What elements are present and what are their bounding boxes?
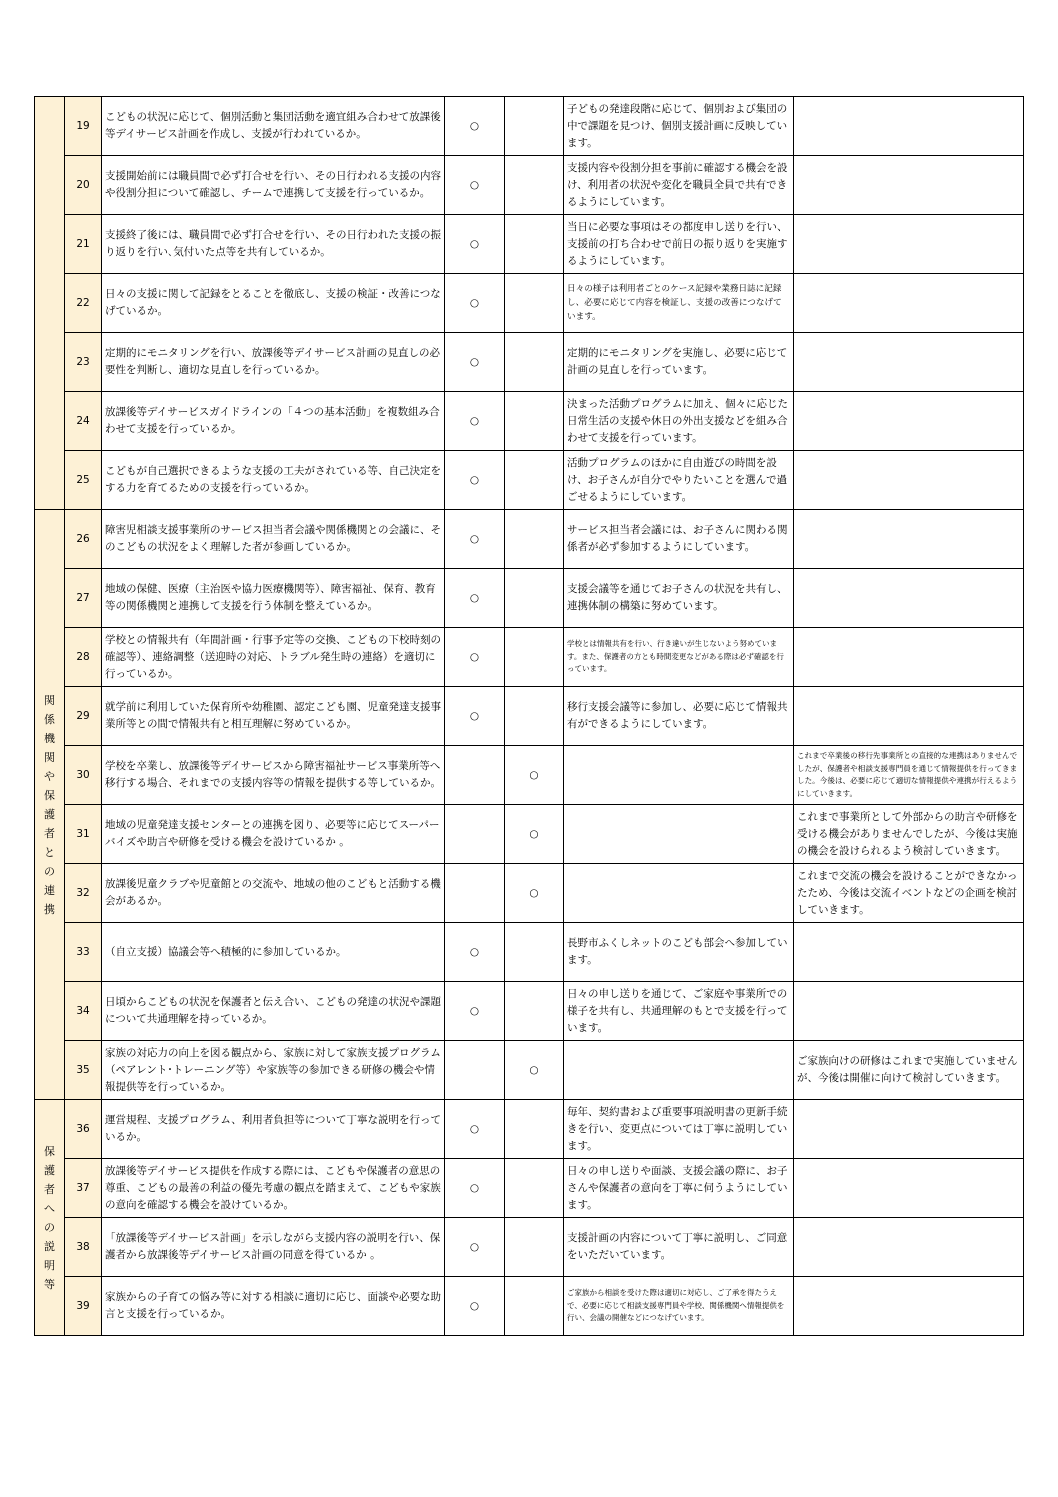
item-question: 支援開始前には職員間で必ず打合せを行い、その日行われる支援の内容や役割分担について確認し、チームで連携して支援を行っているか。 <box>102 156 445 215</box>
table-row <box>35 97 1024 156</box>
yes-mark: ○ <box>445 1159 505 1218</box>
table-row <box>35 687 1024 746</box>
item-number: 24 <box>65 392 102 451</box>
yes-mark: ○ <box>445 333 505 392</box>
no-mark <box>505 1159 564 1218</box>
item-question: 日頃からこどもの状況を保護者と伝え合い、こどもの発達の状況や課題について共通理解を持っているか。 <box>102 982 445 1041</box>
table-row <box>35 215 1024 274</box>
yes-mark: ○ <box>445 982 505 1041</box>
item-number: 39 <box>65 1277 102 1336</box>
item-question: 運営規程、支援プログラム、利用者負担等について丁寧な説明を行っているか。 <box>102 1100 445 1159</box>
yes-mark: ○ <box>445 923 505 982</box>
no-mark <box>505 687 564 746</box>
item-number: 31 <box>65 805 102 864</box>
yes-mark <box>445 864 505 923</box>
category-char: や <box>44 769 55 783</box>
category-char: と <box>44 845 55 859</box>
item-question: 放課後等デイサービス提供を作成する際には、こどもや保護者の意思の尊重、こどもの最善の利益の優先考慮の観点を踏まえて、こどもや家族の意向を確認する機会を設けているか。 <box>102 1159 445 1218</box>
item-number: 19 <box>65 97 102 156</box>
yes-mark: ○ <box>445 628 505 687</box>
table-row <box>35 1041 1024 1100</box>
category-char: 者 <box>44 826 55 840</box>
item-improvement-note <box>794 392 1024 451</box>
item-memo: 支援計画の内容について丁寧に説明し、ご同意をいただいています。 <box>564 1218 794 1277</box>
item-question: 障害児相談支援事業所のサービス担当者会議や関係機関との会議に、そのこどもの状況をよく理解した者が参画しているか。 <box>102 510 445 569</box>
yes-mark: ○ <box>445 1100 505 1159</box>
item-memo: 毎年、契約書および重要事項説明書の更新手続きを行い、変更点については丁寧に説明しています。 <box>564 1100 794 1159</box>
table-row <box>35 805 1024 864</box>
table-row <box>35 1100 1024 1159</box>
item-memo: ご家族から相談を受けた際は適切に対応し、ご了承を得たうえで、必要に応じて相談支援専門員や学校、関係機関へ情報提供を行い、会議の開催などにつなげています。 <box>564 1277 794 1336</box>
evaluation-table <box>34 96 1024 1336</box>
category-char: 関 <box>44 693 55 707</box>
no-mark <box>505 215 564 274</box>
item-improvement-note <box>794 923 1024 982</box>
no-mark <box>505 1218 564 1277</box>
category-char: 保 <box>44 1144 55 1158</box>
item-question: 放課後児童クラブや児童館との交流や、地域の他のこどもと活動する機会があるか。 <box>102 864 445 923</box>
category-label <box>38 691 61 919</box>
no-mark <box>505 392 564 451</box>
item-memo: 長野市ふくしネットのこども部会へ参加しています。 <box>564 923 794 982</box>
item-memo: 支援内容や役割分担を事前に確認する機会を設け、利用者の状況や変化を職員全員で共有できるようにしています。 <box>564 156 794 215</box>
no-mark <box>505 923 564 982</box>
table-row <box>35 510 1024 569</box>
item-question: こどもの状況に応じて、個別活動と集団活動を適宜組み合わせて放課後等デイサービス計画を作成し、支援が行われているか。 <box>102 97 445 156</box>
item-improvement-note <box>794 1218 1024 1277</box>
yes-mark <box>445 805 505 864</box>
table-row <box>35 1159 1024 1218</box>
item-question: （自立支援）協議会等へ積極的に参加しているか。 <box>102 923 445 982</box>
yes-mark: ○ <box>445 156 505 215</box>
item-question: 定期的にモニタリングを行い、放課後等デイサービス計画の見直しの必要性を判断し、適切な見直しを行っているか。 <box>102 333 445 392</box>
no-mark <box>505 333 564 392</box>
category-char: 係 <box>44 712 55 726</box>
item-improvement-note <box>794 982 1024 1041</box>
item-improvement-note <box>794 569 1024 628</box>
item-number: 36 <box>65 1100 102 1159</box>
table-row <box>35 333 1024 392</box>
yes-mark: ○ <box>445 687 505 746</box>
item-number: 29 <box>65 687 102 746</box>
no-mark <box>505 156 564 215</box>
table-row <box>35 628 1024 687</box>
yes-mark: ○ <box>445 1218 505 1277</box>
item-improvement-note: これまで交流の機会を設けることができなかったため、今後は交流イベントなどの企画を検討していきます。 <box>794 864 1024 923</box>
table-row <box>35 1218 1024 1277</box>
category-label <box>38 1142 61 1294</box>
no-mark: ○ <box>505 746 564 805</box>
item-memo <box>564 864 794 923</box>
item-improvement-note <box>794 451 1024 510</box>
table-row <box>35 746 1024 805</box>
item-improvement-note: これまで卒業後の移行先事業所との直接的な連携はありませんでしたが、保護者や相談支援専門員を通じて情報提供を行ってきました。今後は、必要に応じて適切な情報提供や連携が行えるようにしていきます。 <box>794 746 1024 805</box>
item-improvement-note <box>794 215 1024 274</box>
table-row <box>35 451 1024 510</box>
yes-mark: ○ <box>445 392 505 451</box>
category-char: 保 <box>44 788 55 802</box>
category-char: 護 <box>44 807 55 821</box>
category-char: 説 <box>44 1239 55 1253</box>
table-row <box>35 392 1024 451</box>
item-memo <box>564 746 794 805</box>
item-memo: 移行支援会議等に参加し、必要に応じて情報共有ができるようにしています。 <box>564 687 794 746</box>
yes-mark <box>445 1041 505 1100</box>
item-question: 「放課後等デイサービス計画」を示しながら支援内容の説明を行い、保護者から放課後等デイサービス計画の同意を得ているか 。 <box>102 1218 445 1277</box>
item-number: 38 <box>65 1218 102 1277</box>
yes-mark: ○ <box>445 569 505 628</box>
no-mark <box>505 1100 564 1159</box>
item-memo: 決まった活動プログラムに加え、個々に応じた日常生活の支援や休日の外出支援などを組み合わせて支援を行っています。 <box>564 392 794 451</box>
no-mark: ○ <box>505 1041 564 1100</box>
category-cell <box>35 97 65 510</box>
item-number: 21 <box>65 215 102 274</box>
no-mark <box>505 97 564 156</box>
no-mark <box>505 982 564 1041</box>
item-memo: 日々の申し送りや面談、支援会議の際に、お子さんや保護者の意向を丁寧に伺うようにしています。 <box>564 1159 794 1218</box>
item-question: 地域の児童発達支援センターとの連携を図り、必要等に応じてスーパーバイズや助言や研修を受ける機会を設けているか 。 <box>102 805 445 864</box>
item-improvement-note <box>794 510 1024 569</box>
item-memo: 定期的にモニタリングを実施し、必要に応じて計画の見直しを行っています。 <box>564 333 794 392</box>
item-memo: サービス担当者会議には、お子さんに関わる関係者が必ず参加するようにしています。 <box>564 510 794 569</box>
item-number: 25 <box>65 451 102 510</box>
item-memo: 当日に必要な事項はその都度申し送りを行い、支援前の打ち合わせで前日の振り返りを実施するようにしています。 <box>564 215 794 274</box>
item-number: 23 <box>65 333 102 392</box>
no-mark: ○ <box>505 864 564 923</box>
category-char: 護 <box>44 1163 55 1177</box>
no-mark <box>505 451 564 510</box>
item-question: 放課後等デイサービスガイドラインの「４つの基本活動」を複数組み合わせて支援を行っているか。 <box>102 392 445 451</box>
yes-mark: ○ <box>445 451 505 510</box>
no-mark: ○ <box>505 805 564 864</box>
item-improvement-note <box>794 274 1024 333</box>
yes-mark <box>445 746 505 805</box>
item-question: 家族からの子育ての悩み等に対する相談に適切に応じ、面談や必要な助言と支援を行っているか。 <box>102 1277 445 1336</box>
item-memo <box>564 805 794 864</box>
table-row <box>35 923 1024 982</box>
category-char: 連 <box>44 883 55 897</box>
item-question: 家族の対応力の向上を図る観点から、家族に対して家族支援プログラム（ペアレント･トレーニング等）や家族等の参加できる研修の機会や情報提供等を行っているか。 <box>102 1041 445 1100</box>
yes-mark: ○ <box>445 274 505 333</box>
no-mark <box>505 628 564 687</box>
item-number: 30 <box>65 746 102 805</box>
category-kankei <box>35 510 65 1100</box>
category-char: 機 <box>44 731 55 745</box>
item-improvement-note <box>794 628 1024 687</box>
item-number: 27 <box>65 569 102 628</box>
item-memo: 活動プログラムのほかに自由遊びの時間を設け、お子さんが自分でやりたいことを選んで過ごせるようにしています。 <box>564 451 794 510</box>
table-row <box>35 569 1024 628</box>
item-question: 日々の支援に関して記録をとることを徹底し、支援の検証・改善につなげているか。 <box>102 274 445 333</box>
no-mark <box>505 274 564 333</box>
category-setsumei <box>35 1100 65 1336</box>
yes-mark: ○ <box>445 215 505 274</box>
category-char: 者 <box>44 1182 55 1196</box>
table-row <box>35 1277 1024 1336</box>
table-row <box>35 982 1024 1041</box>
item-question: こどもが自己選択できるような支援の工夫がされている等、自己決定をする力を育てるための支援を行っているか。 <box>102 451 445 510</box>
item-question: 就学前に利用していた保育所や幼稚園、認定こども園、児童発達支援事業所等との間で情報共有と相互理解に努めているか。 <box>102 687 445 746</box>
category-char: 等 <box>44 1277 55 1291</box>
category-char: 携 <box>44 902 55 916</box>
item-number: 32 <box>65 864 102 923</box>
item-number: 22 <box>65 274 102 333</box>
item-memo: 日々の様子は利用者ごとのケース記録や業務日誌に記録し、必要に応じて内容を検証し、支援の改善につなげています。 <box>564 274 794 333</box>
table-row <box>35 156 1024 215</box>
item-number: 34 <box>65 982 102 1041</box>
item-improvement-note <box>794 1100 1024 1159</box>
category-char: 明 <box>44 1258 55 1272</box>
table-row <box>35 274 1024 333</box>
item-improvement-note: ご家族向けの研修はこれまで実施していませんが、今後は開催に向けて検討していきます。 <box>794 1041 1024 1100</box>
item-improvement-note <box>794 687 1024 746</box>
item-memo <box>564 1041 794 1100</box>
yes-mark: ○ <box>445 1277 505 1336</box>
item-improvement-note <box>794 1277 1024 1336</box>
item-question: 支援終了後には、職員間で必ず打合せを行い、その日行われた支援の振り返りを行い､気付いた点等を共有しているか。 <box>102 215 445 274</box>
no-mark <box>505 510 564 569</box>
item-improvement-note: これまで事業所として外部からの助言や研修を受ける機会がありませんでしたが、今後は実施の機会を設けられるよう検討していきます。 <box>794 805 1024 864</box>
item-question: 地域の保健、医療（主治医や協力医療機関等）、障害福祉、保育、教育等の関係機関と連携して支援を行う体制を整えているか。 <box>102 569 445 628</box>
item-improvement-note <box>794 1159 1024 1218</box>
item-question: 学校との情報共有（年間計画・行事予定等の交換、こどもの下校時刻の確認等）、連絡調整（送迎時の対応、トラブル発生時の連絡）を適切に行っているか。 <box>102 628 445 687</box>
yes-mark: ○ <box>445 510 505 569</box>
item-number: 20 <box>65 156 102 215</box>
item-improvement-note <box>794 156 1024 215</box>
item-memo: 学校とは情報共有を行い、行き違いが生じないよう努めています。また、保護者の方とも時間変更などがある際は必ず確認を行っています。 <box>564 628 794 687</box>
no-mark <box>505 1277 564 1336</box>
item-number: 28 <box>65 628 102 687</box>
category-char: 関 <box>44 750 55 764</box>
item-memo: 子どもの発達段階に応じて、個別および集団の中で課題を見つけ、個別支援計画に反映しています。 <box>564 97 794 156</box>
category-char: の <box>44 864 55 878</box>
category-char: へ <box>44 1201 55 1215</box>
item-improvement-note <box>794 97 1024 156</box>
table-row <box>35 864 1024 923</box>
item-memo: 支援会議等を通じてお子さんの状況を共有し、連携体制の構築に努めています。 <box>564 569 794 628</box>
item-number: 26 <box>65 510 102 569</box>
item-number: 37 <box>65 1159 102 1218</box>
category-char: の <box>44 1220 55 1234</box>
no-mark <box>505 569 564 628</box>
item-memo: 日々の申し送りを通じて、ご家庭や事業所での様子を共有し、共通理解のもとで支援を行っています。 <box>564 982 794 1041</box>
item-question: 学校を卒業し、放課後等デイサービスから障害福祉サービス事業所等へ移行する場合、それまでの支援内容等の情報を提供する等しているか。 <box>102 746 445 805</box>
item-number: 33 <box>65 923 102 982</box>
evaluation-table-body <box>35 97 1024 1336</box>
item-number: 35 <box>65 1041 102 1100</box>
item-improvement-note <box>794 333 1024 392</box>
yes-mark: ○ <box>445 97 505 156</box>
